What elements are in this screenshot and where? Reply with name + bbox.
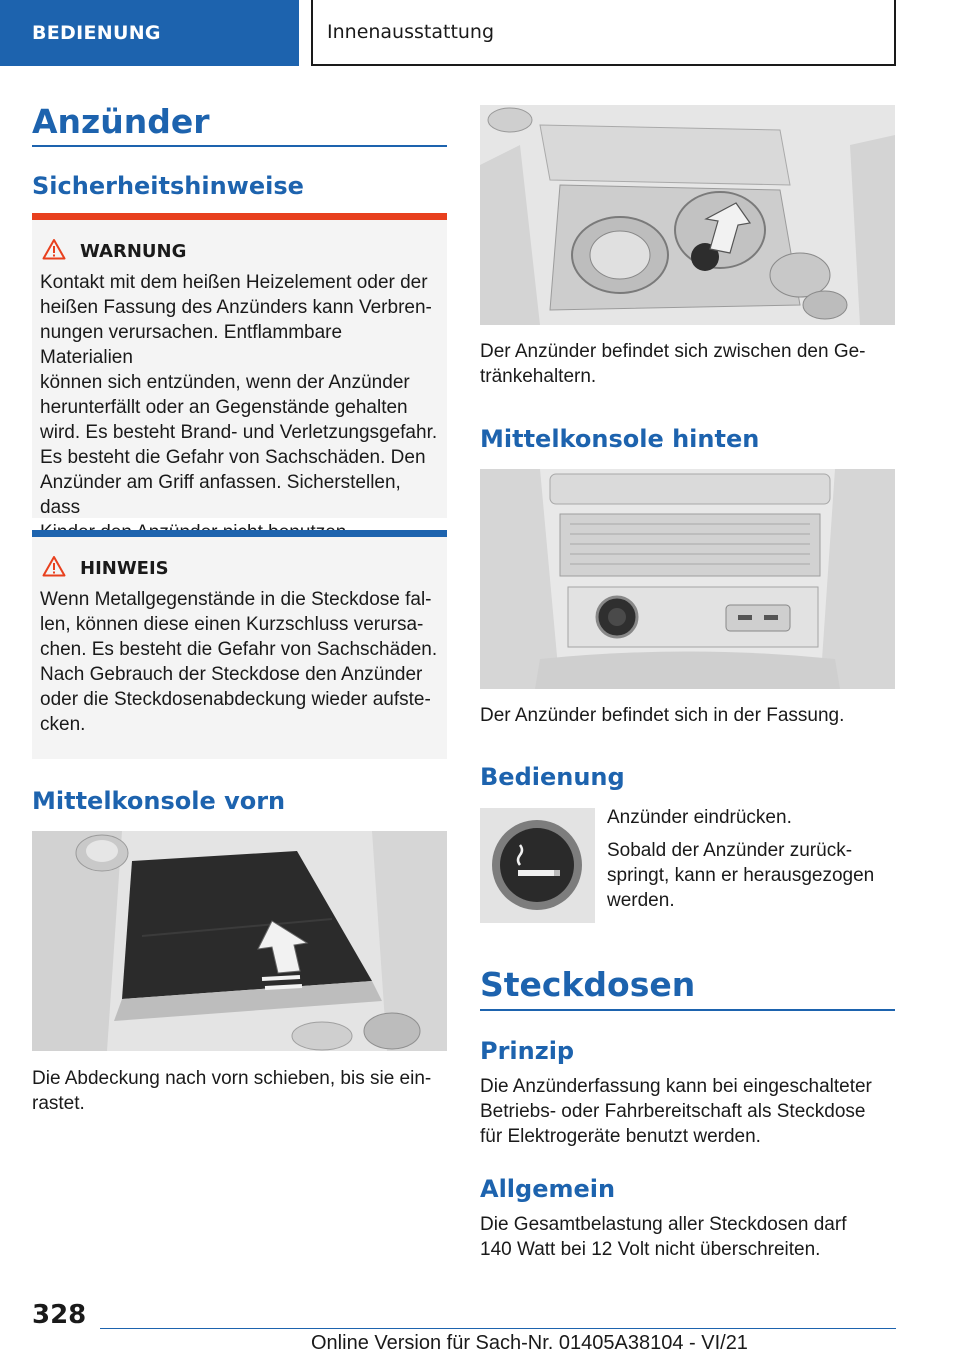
page-title: Anzünder: [32, 102, 210, 141]
rear-console-photo: [480, 469, 895, 689]
sockets-rule: [480, 1009, 895, 1011]
front-console-heading: Mittelkonsole vorn: [32, 787, 286, 815]
front-console-caption: Die Abdeckung nach vorn schieben, bis sie ein- rastet.: [32, 1068, 432, 1114]
warning-box: [32, 213, 447, 518]
warning-triangle-icon: [40, 238, 80, 265]
safety-heading: Sicherheitshinweise: [32, 172, 304, 200]
lighter-button-photo: [480, 808, 595, 923]
title-rule: [32, 145, 447, 147]
principle-heading: Prinzip: [480, 1037, 575, 1065]
page-number: 328: [32, 1300, 87, 1330]
warning-label: WARNUNG: [80, 241, 187, 262]
warning-text: Kontakt mit dem heißen Heizelement oder der heißen Fassung des Anzünders kann Verbren- nungen verursachen. Entflammbare Materialien können sich entzünden, wenn der Anzünder herunterfällt oder an Gegenstände gehalten wird. Es besteht Brand- und Verletzungsgefahr. Es besteht die Gefahr von Sachschäden. Den Anzünder am Griff anfassen. Sicherstellen, dass: [40, 272, 438, 518]
footer-rule: [100, 1328, 896, 1329]
sockets-title: Steckdosen: [480, 965, 696, 1004]
rear-console-heading: Mittelkonsole hinten: [480, 425, 760, 453]
notice-label: HINWEIS: [80, 558, 169, 579]
cupholder-photo: [480, 105, 895, 325]
general-heading: Allgemein: [480, 1175, 616, 1203]
notice-text: Wenn Metallgegenstände in die Steckdose fal- len, können diese einen Kurzschluss verursa- chen. Es besteht die Gefahr von Sachschäden. Nach Gebrauch der Steckdose den Anzünder oder die Steckdosenabdeckung wieder aufste- cken.: [40, 589, 438, 735]
notice-triangle-icon: [40, 555, 80, 582]
cupholder-caption: Der Anzünder befindet sich zwischen den Ge- tränkehaltern.: [480, 341, 866, 387]
chapter-title: Innenausstattung: [311, 0, 896, 66]
rear-console-caption: Der Anzünder befindet sich in der Fassung.: [480, 705, 845, 726]
section-tab: BEDIENUNG: [0, 0, 299, 66]
operation-heading: Bedienung: [480, 763, 625, 791]
principle-text: Die Anzünderfassung kann bei eingeschalteter Betriebs- oder Fahrbereitschaft als Steckdose für Elektrogeräte benutzt werden.: [480, 1076, 872, 1147]
notice-box: [32, 530, 447, 759]
general-text: Die Gesamtbelastung aller Steckdosen darf 140 Watt bei 12 Volt nicht überschreiten.: [480, 1214, 847, 1260]
front-console-photo: [32, 831, 447, 1051]
version-note: Online Version für Sach-Nr. 01405A38104 - VI/21: [311, 1332, 748, 1354]
operation-text: Anzünder eindrücken. Sobald der Anzünder zurück- springt, kann er herausgezogen werden.: [607, 807, 875, 911]
